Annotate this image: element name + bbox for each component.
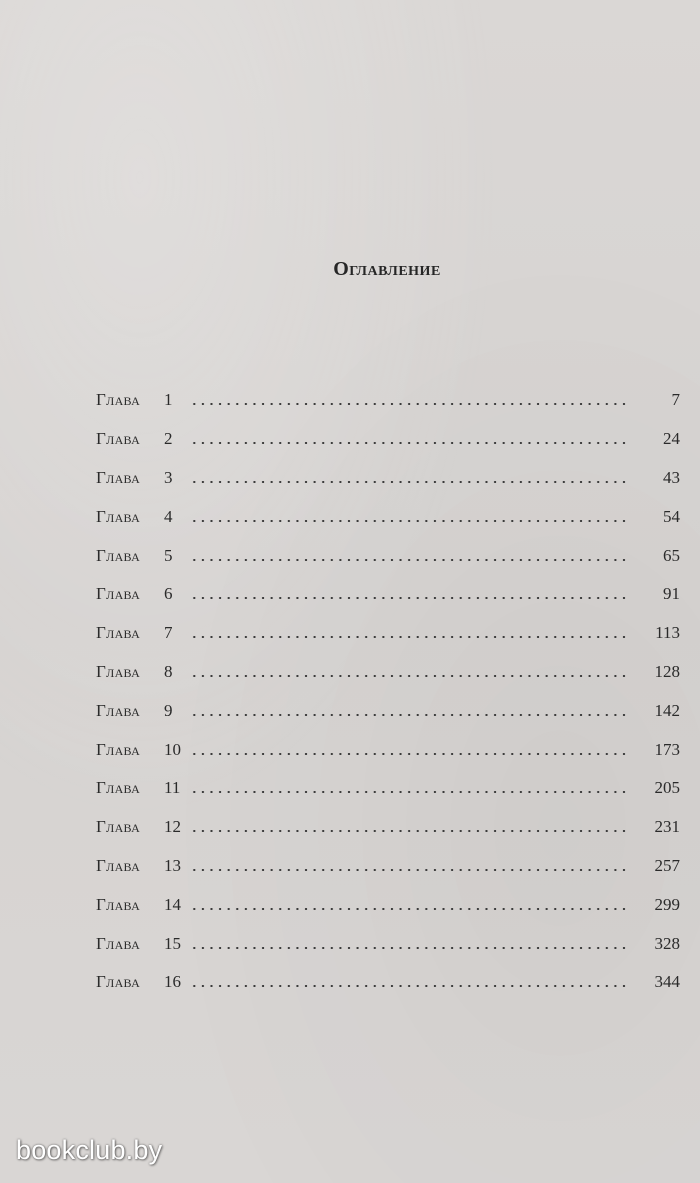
page-number: 91	[663, 584, 680, 604]
toc-entry-label	[96, 740, 190, 760]
chapter-number: 6	[164, 584, 173, 604]
chapter-number: 11	[164, 778, 181, 798]
page-title: Оглавление	[333, 258, 441, 280]
chapter-word: Глава	[96, 855, 141, 875]
toc-entry	[96, 963, 680, 1002]
chapter-word: Глава	[96, 933, 141, 953]
chapter-word: Глава	[96, 739, 141, 759]
chapter-number: 1	[164, 390, 173, 410]
dot-leader	[190, 675, 628, 677]
page-number: 24	[663, 429, 680, 449]
toc-entry-label	[96, 507, 190, 527]
toc-entry	[96, 614, 680, 653]
toc-entry-label	[96, 429, 190, 449]
toc-entry	[96, 691, 680, 730]
chapter-word: Глава	[96, 778, 141, 798]
toc-entry-label	[96, 934, 190, 954]
toc-entry	[96, 653, 680, 692]
dot-leader	[190, 636, 628, 638]
chapter-number: 7	[164, 623, 173, 643]
chapter-word: Глава	[96, 661, 141, 681]
chapter-number: 9	[164, 700, 173, 720]
toc-entry	[96, 885, 680, 924]
toc-entry-label	[96, 856, 190, 876]
chapter-word: Глава	[96, 700, 141, 720]
chapter-word: Глава	[96, 429, 141, 449]
chapter-number: 3	[164, 467, 173, 487]
page-number: 257	[654, 855, 680, 875]
toc-entry-label	[96, 662, 190, 682]
toc-entry-label	[96, 972, 190, 992]
page-number: 128	[654, 661, 680, 681]
toc-entry	[96, 575, 680, 614]
toc-entry	[96, 924, 680, 963]
page-number: 54	[663, 506, 680, 526]
dot-leader	[190, 403, 628, 405]
chapter-number: 15	[164, 933, 181, 953]
page-number: 299	[654, 894, 680, 914]
page-number: 231	[654, 817, 680, 837]
dot-leader	[190, 869, 628, 871]
toc-entry	[96, 536, 680, 575]
chapter-number: 2	[164, 429, 173, 449]
toc-entry	[96, 769, 680, 808]
toc-entry-label	[96, 390, 190, 410]
toc-entry-label	[96, 546, 190, 566]
dot-leader	[190, 597, 628, 599]
chapter-word: Глава	[96, 467, 141, 487]
page-number: 205	[654, 778, 680, 798]
toc-entry	[96, 730, 680, 769]
toc-entry-label	[96, 584, 190, 604]
toc-entry	[96, 497, 680, 536]
chapter-number: 12	[164, 817, 181, 837]
toc-entry-label	[96, 468, 190, 488]
dot-leader	[190, 714, 628, 716]
toc-entry	[96, 420, 680, 459]
page-number: 43	[663, 467, 680, 487]
toc-entry-label	[96, 817, 190, 837]
chapter-number: 4	[164, 506, 173, 526]
chapter-word: Глава	[96, 506, 141, 526]
dot-leader	[190, 830, 628, 832]
dot-leader	[190, 947, 628, 949]
page-number: 344	[654, 972, 680, 992]
toc-entry	[96, 847, 680, 886]
chapter-number: 10	[164, 739, 181, 759]
page-number: 7	[671, 390, 680, 410]
chapter-word: Глава	[96, 390, 141, 410]
chapter-word: Глава	[96, 623, 141, 643]
chapter-word: Глава	[96, 817, 141, 837]
page-number: 113	[655, 623, 680, 643]
watermark: bookclub.by	[16, 1135, 163, 1165]
dot-leader	[190, 753, 628, 755]
page-number: 328	[654, 933, 680, 953]
toc-entry-label	[96, 701, 190, 721]
dot-leader	[190, 442, 628, 444]
chapter-number: 5	[164, 545, 173, 565]
dot-leader	[190, 908, 628, 910]
toc-entry-label	[96, 623, 190, 643]
chapter-word: Глава	[96, 584, 141, 604]
dot-leader	[190, 985, 628, 987]
toc-entry-label	[96, 778, 190, 798]
dot-leader	[190, 791, 628, 793]
page-number: 65	[663, 545, 680, 565]
chapter-word: Глава	[96, 972, 141, 992]
chapter-number: 16	[164, 972, 181, 992]
chapter-number: 8	[164, 661, 173, 681]
table-of-contents	[96, 381, 680, 1002]
toc-entry	[96, 459, 680, 498]
dot-leader	[190, 481, 628, 483]
dot-leader	[190, 559, 628, 561]
toc-entry	[96, 381, 680, 420]
page-number: 173	[654, 739, 680, 759]
page-number: 142	[654, 700, 680, 720]
chapter-number: 14	[164, 894, 181, 914]
toc-entry	[96, 808, 680, 847]
chapter-number: 13	[164, 855, 181, 875]
chapter-word: Глава	[96, 545, 141, 565]
dot-leader	[190, 520, 628, 522]
toc-entry-label	[96, 895, 190, 915]
chapter-word: Глава	[96, 894, 141, 914]
